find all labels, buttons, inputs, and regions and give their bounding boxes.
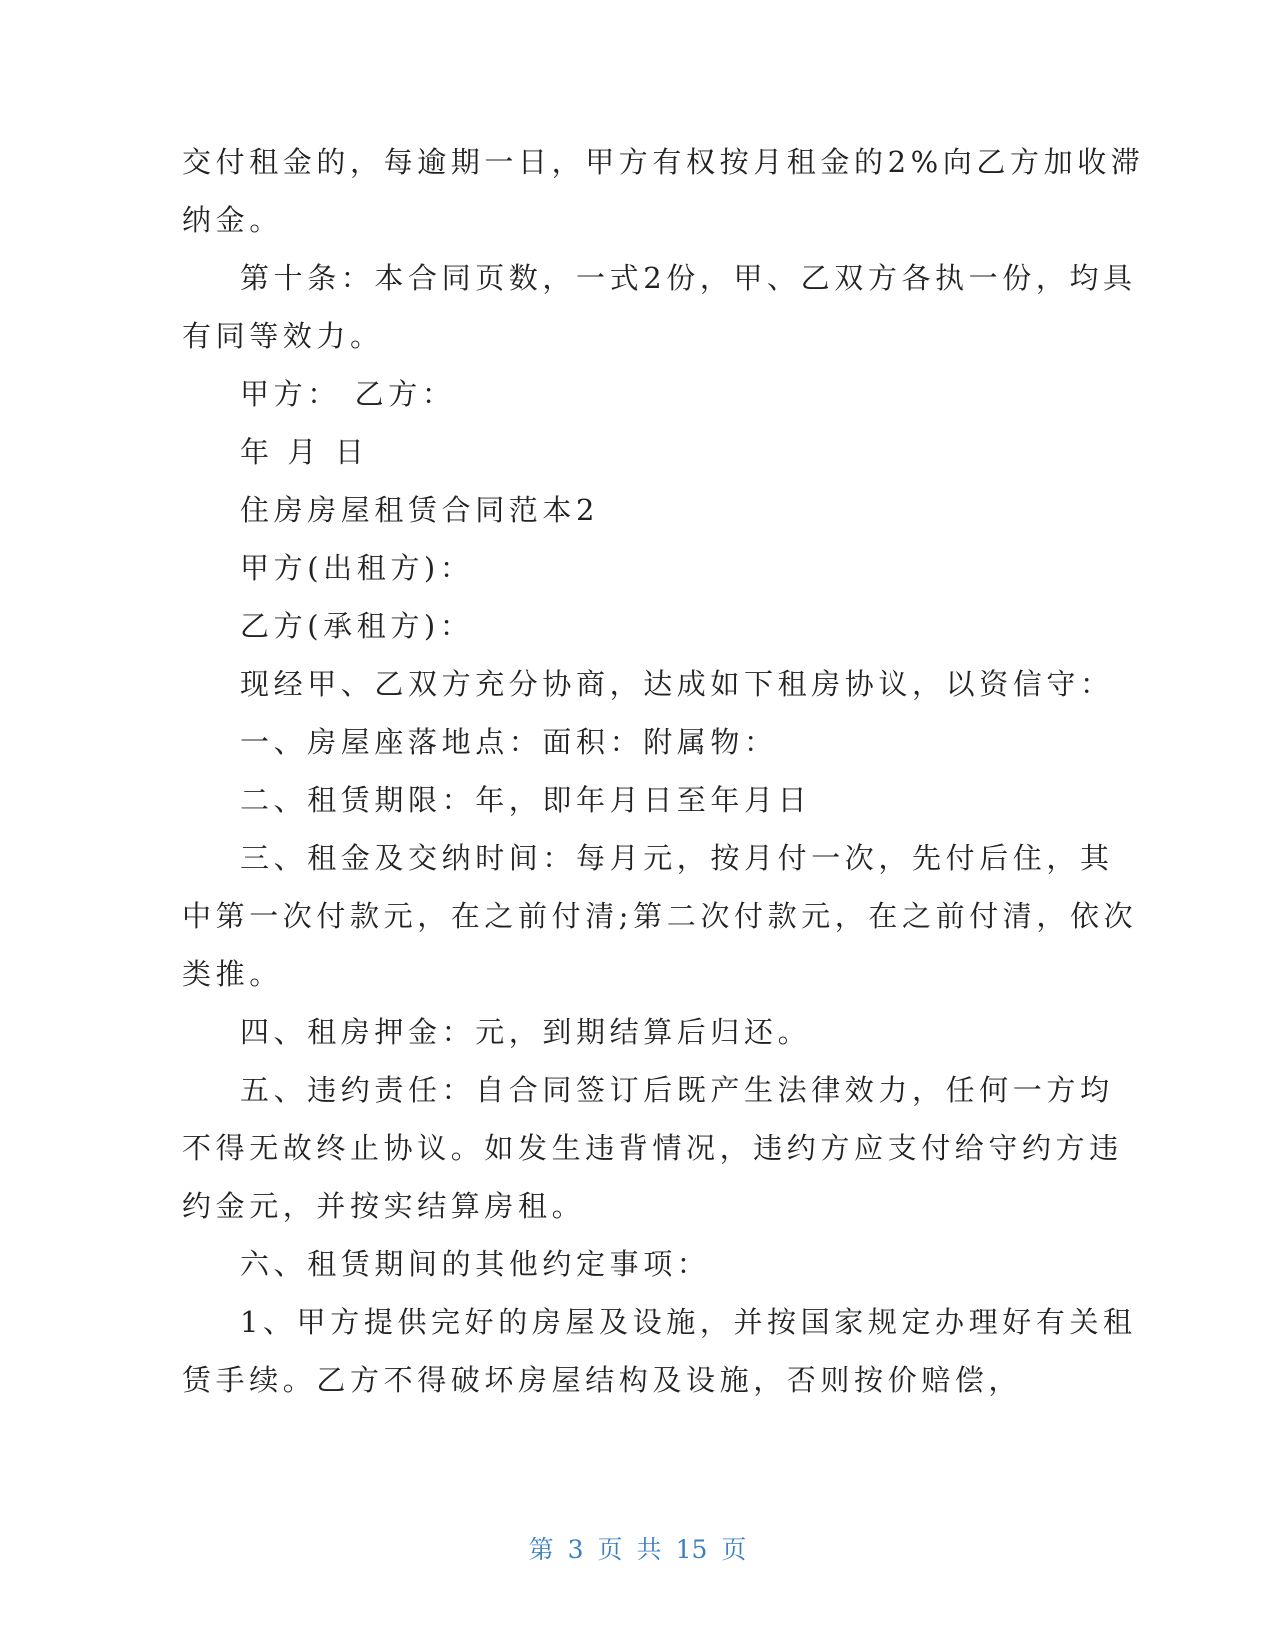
text-line: 交付租金的，每逾期一日，甲方有权按月租金的2%向乙方加收滞	[182, 145, 1145, 179]
text-line: 四、租房押金：元，到期结算后归还。	[240, 1015, 812, 1049]
text-line: 二、租赁期限：年，即年月日至年月日	[240, 783, 812, 817]
text-line: 现经甲、乙双方充分协商，达成如下租房协议，以资信守：	[240, 667, 1114, 701]
text-line: 甲方(出租方)：	[240, 551, 474, 585]
text-line: 约金元，并按实结算房租。	[182, 1189, 586, 1223]
footer-total-label: 共	[636, 1535, 662, 1564]
text-line: 不得无故终止协议。如发生违背情况，违约方应支付给守约方违	[182, 1131, 1123, 1165]
text-line: 纳金。	[182, 203, 283, 237]
text-line: 甲方： 乙方：	[240, 377, 456, 411]
footer-suffix: 页	[721, 1535, 747, 1564]
text-line: 1、甲方提供完好的房屋及设施，并按国家规定办理好有关租	[240, 1305, 1137, 1339]
text-line: 五、违约责任：自合同签订后既产生法律效力，任何一方均	[240, 1073, 1114, 1107]
footer-mid: 页	[597, 1535, 623, 1564]
text-line: 乙方(承租方)：	[240, 609, 474, 643]
text-line: 第十条：本合同页数，一式2份，甲、乙双方各执一份，均具	[240, 261, 1137, 295]
text-line: 年 月 日	[240, 435, 369, 469]
current-page-number: 3	[567, 1535, 584, 1564]
text-line: 六、租赁期间的其他约定事项：	[240, 1247, 711, 1281]
text-line: 有同等效力。	[182, 319, 384, 353]
section-title: 住房房屋租赁合同范本2	[240, 493, 600, 527]
footer-prefix: 第	[528, 1535, 554, 1564]
text-line: 中第一次付款元，在之前付清;第二次付款元，在之前付清，依次	[182, 899, 1138, 933]
text-line: 类推。	[182, 957, 283, 991]
total-page-number: 15	[675, 1535, 708, 1564]
page-footer	[0, 1534, 1275, 1566]
text-line: 一、房屋座落地点：面积：附属物：	[240, 725, 778, 759]
text-line: 赁手续。乙方不得破坏房屋结构及设施，否则按价赔偿，	[182, 1363, 1023, 1397]
text-line: 三、租金及交纳时间：每月元，按月付一次，先付后住，其	[240, 841, 1114, 875]
